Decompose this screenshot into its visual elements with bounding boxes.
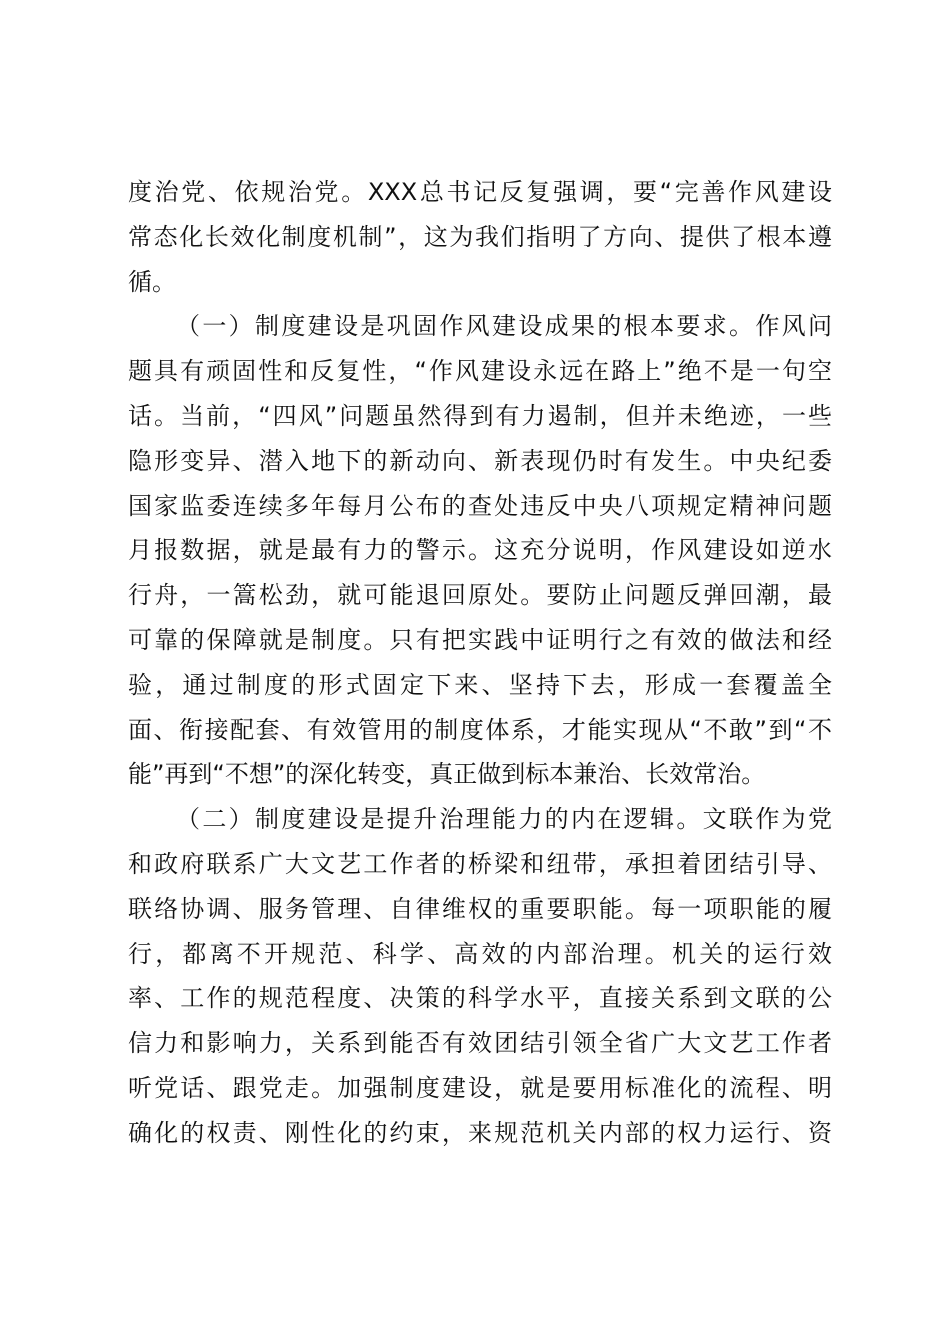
text-line: 行，都离不开规范、科学、高效的内部治理。机关的运行效 [128,939,832,968]
text-line: 面、衔接配套、有效管用的制度体系，才能实现从“不敢”到“不 [128,715,832,744]
text-line: 听党话、跟党走。加强制度建设，就是要用标准化的流程、明 [128,1073,832,1102]
text-line: 度治党、依规治党。XXX总书记反复强调，要“完善作风建设 [128,178,832,206]
text-line: 联络协调、服务管理、自律维权的重要职能。每一项职能的履 [128,894,832,923]
text-line: 国家监委连续多年每月公布的查处违反中央八项规定精神问题 [128,491,832,520]
text-line: 确化的权责、刚性化的约束，来规范机关内部的权力运行、资 [128,1118,832,1147]
text-line: 可靠的保障就是制度。只有把实践中证明行之有效的做法和经 [128,625,832,654]
section-heading-line: （二）制度建设是提升治理能力的内在逻辑。文联作为党 [176,805,832,834]
text-line: 隐形变异、潜入地下的新动向、新表现仍时有发生。中央纪委 [128,446,832,475]
document-body [128,170,832,1156]
section-heading-line: （一）制度建设是巩固作风建设成果的根本要求。作风问 [176,312,832,341]
text-line: 行舟，一篙松劲，就可能退回原处。要防止问题反弹回潮，最 [128,581,832,610]
text-line: 话。当前，“四风”问题虽然得到有力遏制，但并未绝迹，一些 [128,401,832,430]
text-line: 题具有顽固性和反复性，“作风建设永远在路上”绝不是一句空 [128,357,832,386]
text-line: 月报数据，就是最有力的警示。这充分说明，作风建设如逆水 [128,536,832,565]
text-line: 循。 [128,267,176,296]
text-line: 信力和影响力，关系到能否有效团结引领全省广大文艺工作者 [128,1029,832,1058]
text-line: 能”再到“不想”的深化转变，真正做到标本兼治、长效常治。 [128,760,766,789]
text-line: 和政府联系广大文艺工作者的桥梁和纽带，承担着团结引导、 [128,849,832,878]
text-line: 常态化长效化制度机制”，这为我们指明了方向、提供了根本遵 [128,222,832,251]
text-line: 验，通过制度的形式固定下来、坚持下去，形成一套覆盖全 [128,670,832,699]
text-line: 率、工作的规范程度、决策的科学水平，直接关系到文联的公 [128,984,832,1013]
